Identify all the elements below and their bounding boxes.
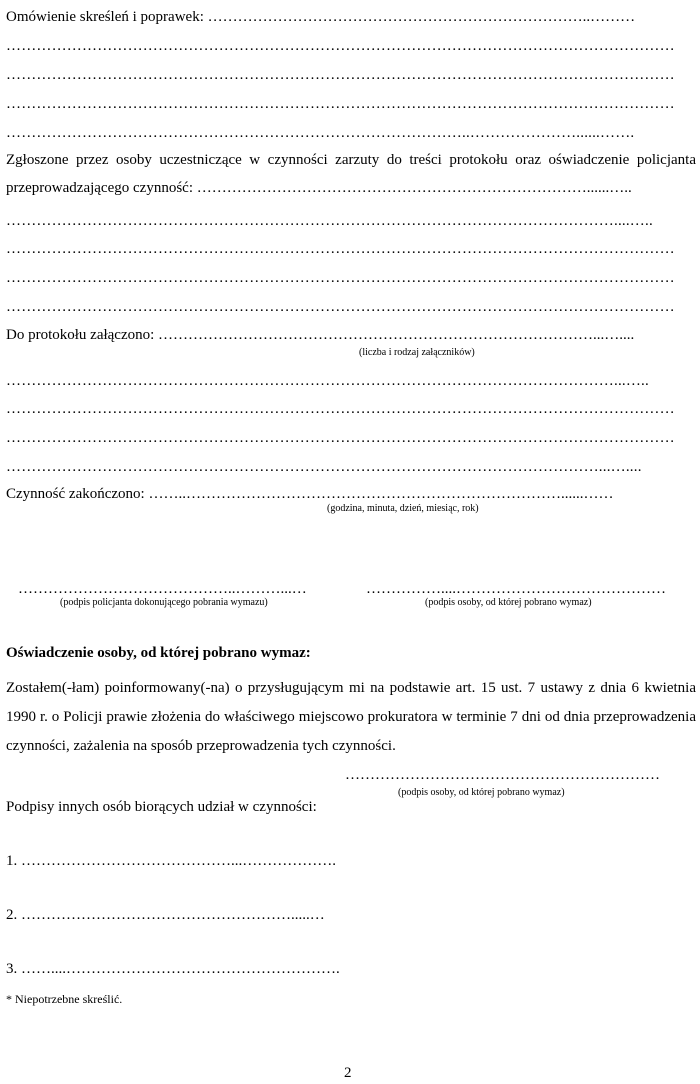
objections-text: Zgłoszone przez osoby uczestniczące w czynności zarzuty do treści protokołu oraz oświadczenie policjanta przeprowadzającego czynność: ……………………………………………………………………......…..	[6, 152, 696, 196]
dotted-line[interactable]: ……………………………………………………………………………………………………………………	[6, 96, 675, 112]
dotted-line[interactable]: …………………………………………………………………………………………………………...…..	[6, 373, 649, 389]
dotted-line[interactable]: ……………………………………………………………………………………………………………………	[6, 430, 675, 446]
footnote: * Niepotrzebne skreślić.	[6, 992, 123, 1006]
person-signature-note: (podpis osoby, od której pobrano wymaz)	[425, 597, 592, 608]
corrections-line: Omówienie skreśleń i poprawek: …………………………………………………………………..………	[6, 9, 636, 25]
officer-signature-note: (podpis policjanta dokonującego pobrania wymazu)	[60, 597, 268, 608]
dotted-line[interactable]: ………………………………………………………………………………..…………………......…….	[6, 125, 635, 141]
other-signature-1[interactable]: 1. ……………………………………...……………….	[6, 853, 336, 869]
page-number: 2	[344, 1065, 352, 1081]
completion-note: (godzina, minuta, dzień, miesiąc, rok)	[327, 503, 479, 514]
dotted-line[interactable]: ……………………………………………………………………………………………………………………	[6, 299, 675, 315]
person-signature-note-2: (podpis osoby, od której pobrano wymaz)	[398, 787, 565, 798]
dotted-line[interactable]: ……………………………………………………………………………………………………………………	[6, 67, 675, 83]
objections-paragraph	[6, 146, 696, 202]
statement-text: Zostałem(-łam) poinformowany(-na) o przysługującym mi na podstawie art. 15 ust. 7 ustawy z dnia 6 kwietnia 1990 r. o Policji prawie złożenia do właściwego miejscowo prokuratora w terminie 7 dni od dnia przeprowadzenia czynności, zażalenia na sposób przeprowadzenia tych czynności.	[6, 680, 696, 754]
other-signatures-label: Podpisy innych osób biorących udział w czynności:	[6, 799, 317, 815]
statement-paragraph	[6, 674, 696, 761]
attachments-line: Do protokołu załączono: ……………………………………………………………………………...…....	[6, 327, 635, 343]
other-signature-2[interactable]: 2. ……………………………………………….....…	[6, 907, 325, 923]
dotted-line[interactable]: ……………………………………………………………………………………………………………………	[6, 241, 675, 257]
completion-line: Czynność zakończono: ……..…………………………………………………………………......……	[6, 486, 614, 502]
statement-heading: Oświadczenie osoby, od której pobrano wymaz:	[6, 645, 311, 661]
person-signature-field-2[interactable]: ………………………………………………………	[345, 767, 660, 783]
dotted-line[interactable]: ……………………………………………………………………………………………………………………	[6, 401, 675, 417]
person-signature-field[interactable]: ……………....……………………………………	[366, 581, 666, 597]
dotted-line[interactable]: ……………………………………………………………………………………………………………………	[6, 270, 675, 286]
attachments-note: (liczba i rodzaj załączników)	[359, 347, 475, 358]
other-signature-3[interactable]: 3. ……....……………………………………………….	[6, 961, 340, 977]
dotted-line[interactable]: ………………………………………………………………………………………………………...…....	[6, 459, 642, 475]
dotted-line[interactable]: ……………………………………………………………………………………………………………………	[6, 38, 675, 54]
dotted-line[interactable]: …………………………………………………………………………………………………………....…..	[6, 213, 653, 229]
officer-signature-field[interactable]: ……………………………………..………...…	[18, 581, 307, 597]
